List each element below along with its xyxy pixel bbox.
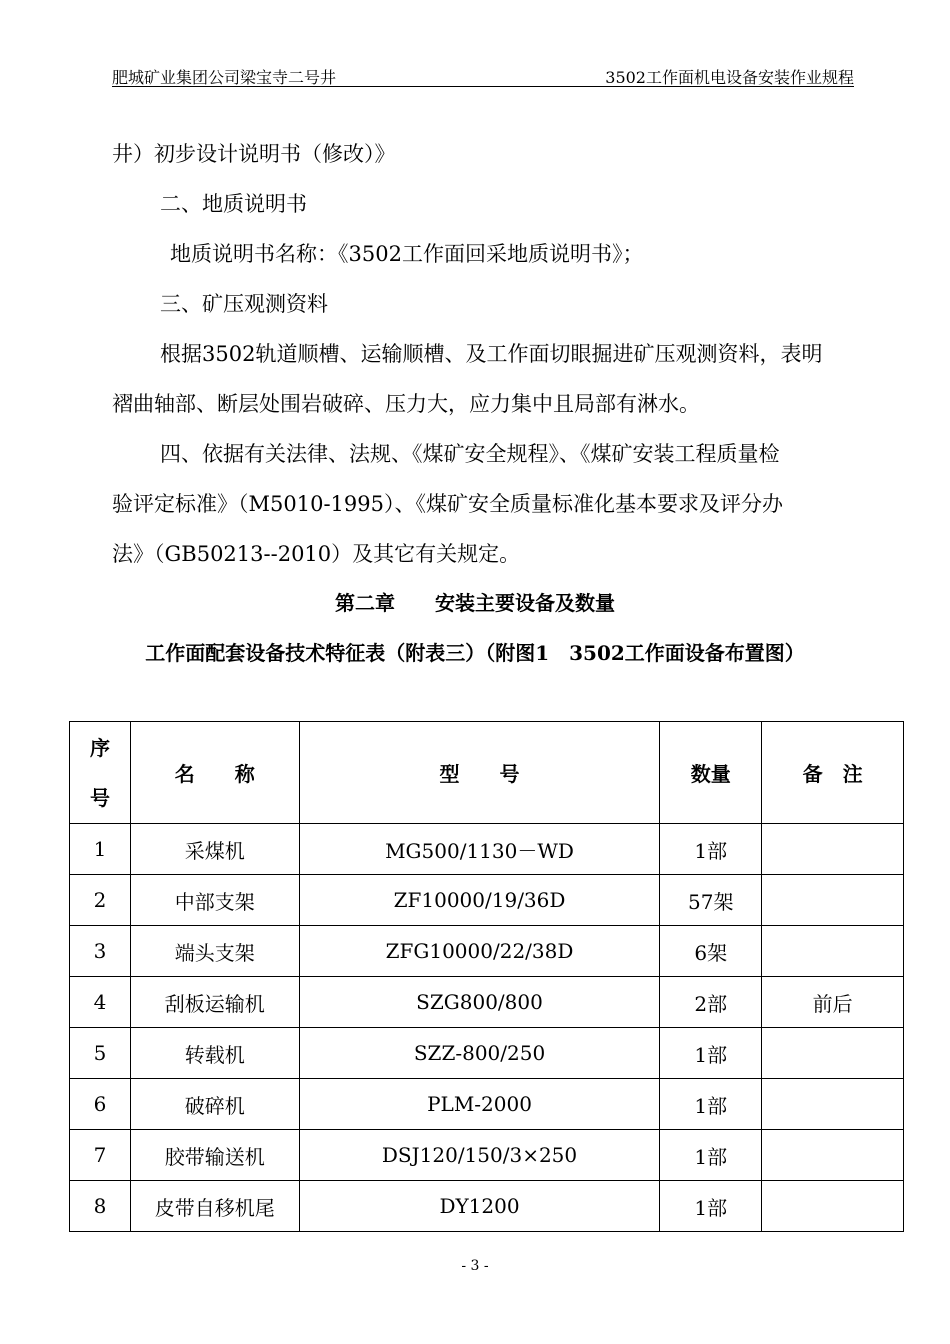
cell-note bbox=[762, 824, 904, 875]
header-model: 型 号 bbox=[299, 722, 660, 824]
section-heading-geology: 二、地质说明书 bbox=[160, 192, 307, 216]
header-name: 名 称 bbox=[130, 722, 299, 824]
table-row bbox=[70, 1028, 904, 1079]
table-row bbox=[70, 977, 904, 1028]
header-company: 肥城矿业集团公司梁宝寺二号井 bbox=[112, 68, 337, 87]
section-heading-pressure: 三、矿压观测资料 bbox=[160, 292, 328, 316]
cell-qty: 1部 bbox=[660, 1079, 762, 1130]
cell-note bbox=[762, 926, 904, 977]
page-number: - 3 - bbox=[461, 1258, 489, 1274]
cell-name: 转载机 bbox=[130, 1028, 299, 1079]
cell-model: ZF10000/19/36D bbox=[299, 875, 660, 926]
cell-qty: 1部 bbox=[660, 1130, 762, 1181]
section-heading-regulations: 四、依据有关法律、法规、《煤矿安全规程》、《煤矿安装工程质量检 bbox=[160, 442, 780, 466]
cell-model: DY1200 bbox=[299, 1181, 660, 1232]
cell-name: 中部支架 bbox=[130, 875, 299, 926]
cell-seq: 5 bbox=[70, 1028, 131, 1079]
cell-qty: 1部 bbox=[660, 1181, 762, 1232]
table-header-row bbox=[70, 722, 904, 824]
cell-seq: 2 bbox=[70, 875, 131, 926]
cell-model: SZZ-800/250 bbox=[299, 1028, 660, 1079]
cell-note: 前后 bbox=[762, 977, 904, 1028]
table-row bbox=[70, 1079, 904, 1130]
table-row bbox=[70, 1181, 904, 1232]
cell-seq: 6 bbox=[70, 1079, 131, 1130]
cell-note bbox=[762, 1130, 904, 1181]
cell-note bbox=[762, 875, 904, 926]
cell-qty: 1部 bbox=[660, 824, 762, 875]
header-qty: 数量 bbox=[660, 722, 762, 824]
equipment-table bbox=[69, 721, 904, 1232]
page-header bbox=[112, 60, 854, 87]
cell-name: 破碎机 bbox=[130, 1079, 299, 1130]
header-seq: 序号 bbox=[70, 722, 131, 824]
cell-qty: 57架 bbox=[660, 875, 762, 926]
paragraph-line: 地质说明书名称：《3502工作面回采地质说明书》； bbox=[170, 242, 644, 266]
cell-model: ZFG10000/22/38D bbox=[299, 926, 660, 977]
cell-model: DSJ120/150/3×250 bbox=[299, 1130, 660, 1181]
header-document-title: 3502工作面机电设备安装作业规程 bbox=[605, 68, 854, 87]
cell-note bbox=[762, 1181, 904, 1232]
cell-name: 皮带自移机尾 bbox=[130, 1181, 299, 1232]
cell-name: 刮板运输机 bbox=[130, 977, 299, 1028]
cell-name: 采煤机 bbox=[130, 824, 299, 875]
cell-note bbox=[762, 1028, 904, 1079]
paragraph-line: 验评定标准》（M5010-1995）、《煤矿安全质量标准化基本要求及评分办 bbox=[112, 492, 783, 516]
cell-model: SZG800/800 bbox=[299, 977, 660, 1028]
paragraph-line: 褶曲轴部、断层处围岩破碎、压力大，应力集中且局部有淋水。 bbox=[112, 392, 700, 416]
table-row bbox=[70, 875, 904, 926]
cell-qty: 1部 bbox=[660, 1028, 762, 1079]
cell-seq: 1 bbox=[70, 824, 131, 875]
cell-seq: 8 bbox=[70, 1181, 131, 1232]
cell-seq: 3 bbox=[70, 926, 131, 977]
cell-seq: 4 bbox=[70, 977, 131, 1028]
cell-model: PLM-2000 bbox=[299, 1079, 660, 1130]
table-row bbox=[70, 824, 904, 875]
cell-model: MG500/1130－WD bbox=[299, 824, 660, 875]
cell-qty: 6架 bbox=[660, 926, 762, 977]
header-note: 备 注 bbox=[762, 722, 904, 824]
cell-name: 胶带输送机 bbox=[130, 1130, 299, 1181]
cell-note bbox=[762, 1079, 904, 1130]
chapter-title: 第二章 安装主要设备及数量 bbox=[335, 591, 615, 615]
paragraph-line: 根据3502轨道顺槽、运输顺槽、及工作面切眼掘进矿压观测资料，表明 bbox=[160, 342, 823, 366]
cell-seq: 7 bbox=[70, 1130, 131, 1181]
cell-qty: 2部 bbox=[660, 977, 762, 1028]
table-caption: 工作面配套设备技术特征表（附表三）（附图1 3502工作面设备布置图） bbox=[145, 641, 805, 665]
table-row bbox=[70, 926, 904, 977]
paragraph-line: 法》（GB50213--2010）及其它有关规定。 bbox=[112, 542, 521, 566]
cell-name: 端头支架 bbox=[130, 926, 299, 977]
paragraph-line: 井）初步设计说明书（修改）》 bbox=[112, 142, 396, 166]
table-row bbox=[70, 1130, 904, 1181]
